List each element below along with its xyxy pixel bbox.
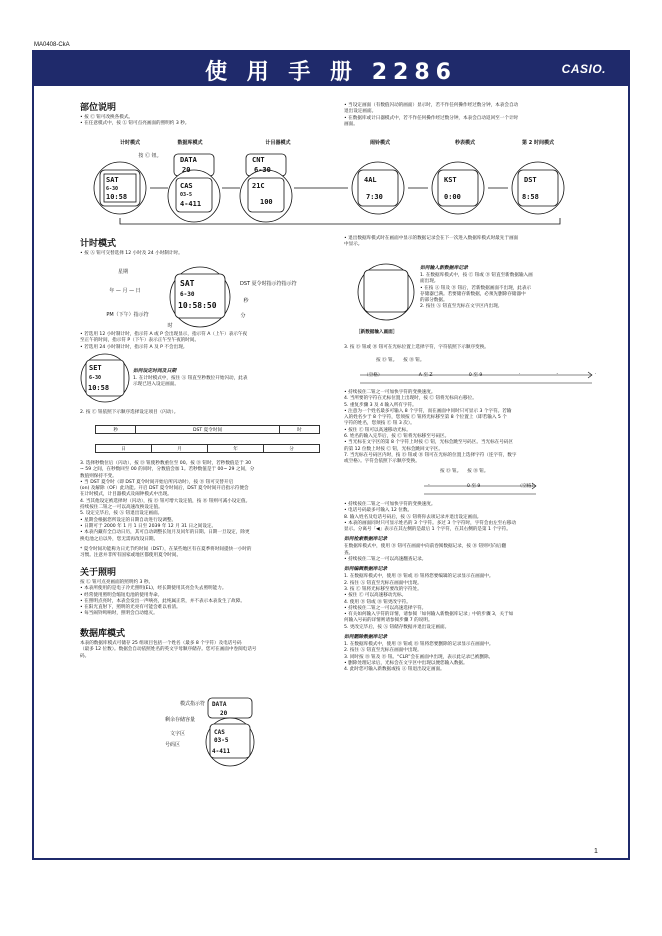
tk-steps — [80, 461, 335, 559]
svg-text:DATA: DATA — [212, 701, 227, 708]
db-line: 1. 在数据库模式中，按 Ⓒ 钮或 Ⓓ 钮直至新数据输入画 — [420, 273, 533, 278]
svg-text:20: 20 — [182, 166, 191, 174]
svg-text:21C: 21C — [252, 182, 265, 190]
svg-text:SAT: SAT — [180, 279, 195, 288]
db-line: 1. 在数据库模式中，使用 Ⓓ 钮或 Ⓑ 钮将您要删除的记录显示在画面中。 — [344, 642, 494, 648]
flow-item: （空格） — [364, 373, 383, 378]
svg-text:6-30: 6-30 — [254, 166, 271, 174]
db-label-mode: 模式指示符 — [179, 701, 205, 707]
new-entry-watch — [356, 256, 416, 324]
tk-line: 3. 选择秒数位后（闪动），按 Ⓓ 钮使秒数重位至 00。按 Ⓓ 钮时，若秒数值是于 30 — [80, 461, 251, 466]
svg-text:4-411: 4-411 — [180, 200, 202, 208]
svg-text:DST: DST — [524, 176, 537, 184]
svg-text:10:58: 10:58 — [106, 193, 128, 201]
label-hour: 时 — [167, 323, 173, 329]
section-title-database: 数据库模式 — [80, 629, 126, 639]
casio-logo: CASIO. — [561, 62, 606, 76]
db-line: 的第 12 位数上时按 Ⓒ 钮，光标会跳回文字区。 — [344, 446, 443, 452]
database-watch-diagram — [200, 696, 260, 768]
svg-text:6-30: 6-30 — [89, 375, 102, 381]
db-line: 3. 按 Ⓒ 钮将光标移至要改的字符处。 — [344, 586, 422, 592]
tk-line: 至正午的时间，指示符 P（下午）表示正午至午夜的时间。 — [80, 338, 200, 344]
flow1-items — [364, 372, 596, 378]
db-line: 本表的数据库模式可储存 25 组项目包括一个姓名（最多 8 个字符）及电话号码 — [80, 641, 242, 646]
svg-text:10:58:50: 10:58:50 — [178, 301, 217, 310]
section-title-timekeeping: 计时模式 — [80, 239, 117, 249]
svg-text:4-411: 4-411 — [212, 748, 231, 755]
db-line: • 退出数据库模式时在画面中显示的数据记录会在下一次进入数据库模式时最先于画面 — [344, 236, 519, 241]
section-light — [80, 565, 335, 618]
section-title-light: 关于照明 — [80, 568, 117, 578]
new-screen-label: ［新数据输入画面］ — [356, 330, 398, 335]
db-steps-end — [344, 502, 602, 674]
tk-line: • 当 DST 夏令时（即 DST 夏令时间开始后所闪动时），按 Ⓓ 钮可交替开启 — [80, 479, 234, 485]
seq-year: 年 — [208, 445, 264, 453]
db-line: • 电话号码最多可输入 12 位数。 — [344, 508, 413, 514]
db-label-text: 文字区 — [169, 731, 185, 737]
db-line: 4. 当所要的字符在光标位置上出现时，按 Ⓒ 钮将光标向右移位。 — [344, 396, 477, 402]
tk-line: 1. 在计时模式中，按住 Ⓐ 钮直至秒数位开始闪动，此表 — [133, 376, 248, 381]
svg-text:03-5: 03-5 — [180, 192, 193, 198]
svg-text:CAS: CAS — [180, 182, 193, 190]
svg-text:6-30: 6-30 — [180, 291, 195, 298]
setting-sequence-bottom — [95, 444, 320, 453]
press-c-label: 按 Ⓒ 钮。 — [138, 153, 162, 159]
mode-watches-diagram — [90, 148, 600, 228]
tk-line: 持续按住二钮之一可以高速改换设定值。 — [80, 505, 163, 511]
flow-item: （空格） — [517, 484, 536, 489]
svg-text:CNT: CNT — [252, 156, 265, 164]
svg-text:03-5: 03-5 — [214, 737, 229, 744]
title-banner — [34, 52, 628, 86]
new-entry-title: 如何输入新数据库记录 — [420, 266, 468, 271]
flow-item: - — [556, 372, 559, 377]
db-label-number: 号码区 — [164, 742, 180, 748]
mode-label-dualtime: 第 2 时间模式 — [522, 140, 554, 146]
note-line: 退出设定画面。 — [344, 109, 377, 115]
document-code: MA0408-CkA — [34, 42, 70, 48]
set-time-title: 如何设定时间及日期 — [133, 369, 177, 374]
db-line: 中显示。 — [344, 242, 363, 248]
timekeeping-watch-diagram — [160, 264, 240, 330]
db-line: 显示。分离号「◀」表示在其左侧的是最后 1 个字符，在其右侧的是第 1 个字符。 — [344, 527, 511, 533]
tk-line: 2. 按 Ⓒ 钮依照下示顺序选择设定项目（闪动）。 — [80, 410, 179, 415]
tk-line: • 若选用 12 小时制计时，指示符 A 或 P 会出现显示，指示符 A（上午）表示午夜 — [80, 332, 248, 337]
db-line: • 按住 Ⓒ 可以高速移动光标。 — [344, 593, 407, 599]
page-number: 1 — [594, 848, 598, 855]
tk-line: • 星期会根据您所设定的日期自动进行设调整。 — [80, 517, 177, 523]
db-line: 6. 姓名的输入完毕后，按 Ⓒ 钮将光标移至号码区。 — [344, 434, 450, 440]
section-parts — [80, 100, 330, 128]
tk-line: 习惯。注意并非所有国家或地区都使用夏令时间。 — [80, 553, 182, 559]
light-line: • 每当闹铃鸣响时，照明会自动熄灭。 — [80, 611, 158, 617]
seq-second: 秒 — [96, 426, 136, 434]
tk-line: 在计时模式，计目器模式及闹钟模式中出现。 — [80, 492, 172, 498]
svg-text:8:58: 8:58 — [522, 193, 539, 201]
flow1-press-b: 按 Ⓑ 钮。 — [403, 358, 425, 363]
db-intro — [344, 236, 602, 249]
svg-text:DATA: DATA — [180, 156, 197, 164]
svg-text:10:58: 10:58 — [88, 384, 110, 392]
parts-line: • 按 Ⓒ 钮可改换各模式。 — [80, 115, 134, 120]
label-dst: DST 夏令时指示符指示符 — [240, 281, 297, 287]
seq-minute: 分 — [264, 445, 320, 453]
db-line: • 当光标在文字区的第 8 个字符上时按 Ⓒ 钮，光标会跳至号码区。当光标在号码区 — [344, 440, 514, 446]
setting-sequence-top — [95, 425, 320, 434]
db-line: 2. 按住 Ⓐ 钮直至光标在画面中出现。 — [344, 580, 422, 586]
tk-line: ~ 59 之间，在秒数回至 00 的同时，分数值会加 1。若秒数值是于 00~ 29 之间，分 — [80, 467, 255, 473]
flow1-press-d: 按 Ⓓ 钮。 — [376, 358, 398, 363]
light-line: • 在阳光直射下，照明的光亮有可能会难以看清。 — [80, 605, 181, 611]
db-line: 3. 同时按 Ⓑ 钮及 Ⓓ 钮。“CLR”会在画面中出现，表示此记录已被删除。 — [344, 654, 494, 660]
mode-label-timekeeping: 计时模式 — [119, 140, 140, 146]
tk-line: 数值则保持不变。 — [80, 473, 117, 479]
recall-title: 如何检索数据库记录 — [344, 537, 388, 543]
db-line: 的部分数据。 — [420, 298, 448, 304]
db-line: 何输入号码的详情则请参阅步骤 7 的说明。 — [344, 618, 433, 624]
db-line: 5. 重复步骤 3 及 4 输入所有字符。 — [344, 402, 417, 408]
tk-line: 4. 当其他设定被选择时（闪动），按 Ⓓ 钮可增大设定值，按 Ⓑ 钮则可减小设定值。 — [80, 498, 251, 504]
db-line: 7. 当光标在号码区内时，按 Ⓓ 钮或 Ⓑ 钮可在光标的位置上选择字符（连字符，数字 — [344, 452, 517, 458]
mode-label-database: 数据库模式 — [177, 140, 203, 146]
flow-item: 0 至 9 — [468, 373, 483, 378]
db-steps-mid — [344, 390, 602, 466]
section-timekeeping — [80, 236, 335, 257]
mode-label-alarm: 闹铃模式 — [369, 140, 390, 146]
seq-hour: 时 — [279, 426, 319, 434]
db-line: （最多 12 位数）。数据会自动依照姓名的英文字母顺序储存。您可在画面中卷阅电话号 — [80, 647, 257, 653]
manual-title: 使 用 手 册 2286 — [205, 60, 457, 85]
tk-line: • 日期可于 2000 年 1 月 1 日至 2039 年 12 月 31 日之间设定。 — [80, 523, 217, 529]
db-line: 在数据库模式中，使用 Ⓓ 钮可在画面中向前卷阅数据记录，按 Ⓑ 钮则可向后翻 — [344, 544, 507, 550]
db-line: 面出现。 — [420, 279, 439, 285]
db-line: • 删除处理记录后，光标会在文字区中出现以便您输入数据。 — [344, 660, 468, 666]
db-line: • 有关如何输入字符的详情，请参阅「如何输入新数据库记录」中的步骤 3，关于如 — [344, 612, 514, 618]
right-top-notes — [344, 103, 594, 128]
db-line: • 在按 Ⓐ 钮及 Ⓓ 钮后，若新数据画面不出现，此表示 — [420, 285, 532, 291]
seq-dst: DST 夏令时间 — [136, 426, 279, 434]
mode-label-stopwatch: 秒表模式 — [454, 140, 475, 146]
delete-title: 如何删除数据库记录 — [344, 635, 388, 641]
db-line: 5. 更改完毕后，按 Ⓐ 钮储存数据并退出设定画面。 — [344, 624, 450, 630]
db-line: • 持续按住二钮之一可加快字符的变换速度。 — [344, 502, 436, 507]
db-line: 8. 输入姓名及电话号码后，按 Ⓐ 钮将你去项记录并退出设定画面。 — [344, 514, 482, 520]
flow1-press — [376, 357, 424, 363]
flow-item: - — [428, 483, 430, 488]
light-line: • 在照明点亮时，本表会发出一声响亮，此纯属正常，并不表示本表发生了故障。 — [80, 598, 245, 604]
svg-text:SET: SET — [89, 364, 102, 372]
tk-line: 换电池之后以外，您无需再改设日期。 — [80, 536, 159, 542]
tk-line: (on) 及解除（OF）此功能。开启 DST 夏令时间后，DST 夏令时间开启指示符便会 — [80, 486, 249, 492]
svg-text:0:00: 0:00 — [444, 193, 461, 201]
db-line: 4. 使用 Ⓓ 钮或 Ⓑ 钮更改字符。 — [344, 599, 411, 605]
db-line: • 持续按住二钮之一可加快字符的变换速度。 — [344, 390, 436, 395]
set-time-box — [133, 365, 333, 389]
seq-month: 月 — [152, 445, 208, 453]
db-line: 字符的姓名，您须按 Ⓒ 钮 3 次）。 — [344, 421, 415, 427]
note-line: 画面。 — [344, 121, 358, 127]
tk-line: • 本表内藏有全自动日历，其可自动调整长短月及闰年的日期。日期一旦设定，除更 — [80, 530, 250, 536]
svg-text:100: 100 — [260, 198, 273, 206]
db-step3 — [344, 345, 602, 351]
db-line: 2. 按住 Ⓐ 钮直至光标在画面中出现。 — [344, 648, 422, 654]
parts-line: • 在任意模式中，按 Ⓛ 钮可点亮画面的照明约 3 秒。 — [80, 121, 190, 127]
flow2-press-d: 按 Ⓓ 钮。 — [440, 469, 462, 474]
label-second: 秒 — [243, 298, 249, 304]
db-line: • 按住 Ⓒ 钮可以高速移动光标。 — [344, 427, 411, 433]
flow-item: A 至 Z — [418, 373, 433, 378]
new-entry-box — [420, 262, 600, 311]
note-line: • 当设定画面（有数值闪动的画面）显示时，若不作任何操作经过数分钟，本表会自动 — [344, 103, 519, 108]
note-line: • 在数据库或计日器模式中，若不作任何操作经过数分钟，本表会自动返回至一个计时 — [344, 115, 519, 121]
svg-text:4AL: 4AL — [364, 176, 377, 184]
tk-line: 示现已进入设定画面。 — [133, 382, 179, 388]
tk-line: 5. 设定完毕后，按 Ⓐ 钮退出设定画面。 — [80, 511, 163, 517]
mode-label-daycounter: 计目器模式 — [265, 140, 291, 146]
tk-line: * 夏令时间功能称为日光节约时间（DST），在某些地区有在夏季将时间提快一小时的 — [80, 546, 252, 552]
svg-text:20: 20 — [220, 710, 228, 717]
db-line: 码。 — [80, 653, 90, 659]
svg-text:CAS: CAS — [214, 729, 225, 736]
flow-item: · — [594, 372, 596, 377]
db-line: 1. 在数据库模式中，使用 Ⓓ 钮或 Ⓑ 钮将您要编辑的记录显示在画面中。 — [344, 574, 494, 580]
label-minute: 分 — [240, 313, 246, 319]
light-line: 按 Ⓛ 钮可点亮画面的照明约 3 秒。 — [80, 580, 154, 585]
label-weekday: 星期 — [117, 269, 128, 275]
db-line: 3. 按 Ⓓ 钮或 Ⓑ 钮可在光标位置上选择字符，字符依照下示顺序变换。 — [344, 345, 489, 350]
label-pm: PM（下午）指示符 — [106, 312, 149, 318]
svg-text:7:30: 7:30 — [366, 193, 383, 201]
tk-notes — [80, 332, 335, 351]
new-screen-label-wrap — [356, 330, 456, 336]
label-ymd: 年 — 月 — 日 — [109, 288, 141, 294]
tk-line: • 按 Ⓐ 钮可交替选择 12 小时及 24 小时制计时。 — [80, 251, 183, 256]
light-line: • 经常使用照明会缩短电池的使用寿命。 — [80, 592, 163, 598]
db-line: 入的姓名少于 8 个字符，您须按 Ⓒ 钮将光标移至第 8 个位置上（即若输入 5 个 — [344, 415, 507, 421]
flow2-items — [428, 483, 536, 489]
db-line: • 本表的画面同时只可显示姓名的 3 个字符。多过 3 个字符时，字符会由左至右移动 — [344, 520, 517, 526]
db-line: 2. 按住 Ⓐ 钮直至光标在文字区内出现。 — [420, 304, 503, 310]
set-watch-diagram — [80, 350, 130, 405]
flow2-press — [440, 468, 488, 474]
svg-text:KST: KST — [444, 176, 457, 184]
tk-step2 — [80, 410, 335, 416]
flow-item: · — [518, 372, 521, 377]
tk-line: • 若选用 24 小时制计时，指示符 A 及 P 不会出现。 — [80, 344, 188, 350]
db-line: • 持续按住二钮之一可以高速选择字符。 — [344, 605, 427, 611]
flow2-press-b: 按 Ⓑ 钮。 — [467, 469, 489, 474]
svg-text:6-30: 6-30 — [106, 186, 119, 192]
db-line: 或空格）。字符会依照下示顺序变换。 — [344, 459, 420, 465]
edit-title: 如何编辑数据库记录 — [344, 567, 388, 573]
section-title-parts: 部位说明 — [80, 103, 117, 113]
flow-item: 0 至 9 — [466, 484, 481, 489]
db-line: • 持续按住二钮之一可以高速翻查记录。 — [344, 557, 427, 563]
seq-day: 日 — [96, 445, 152, 453]
db-label-memory: 剩余存储容量 — [164, 717, 195, 723]
section-database — [80, 626, 335, 660]
db-line: 查。 — [344, 550, 354, 556]
db-line: • 注意为一个姓名最多可输入 8 个字符，而在画面中同时只可显示 3 个字符。若输 — [344, 408, 512, 414]
light-line: • 本表所使用的是电子冷光照明(EL)，经长期使用其亮会失去照明能力。 — [80, 586, 227, 592]
svg-text:SAT: SAT — [106, 176, 119, 184]
db-line: 4. 此时您可输入新数据或按 Ⓐ 钮退出设定画面。 — [344, 667, 445, 673]
db-line: 存储器已满。若要储存新数据，必须先删除存储器中 — [420, 291, 526, 297]
